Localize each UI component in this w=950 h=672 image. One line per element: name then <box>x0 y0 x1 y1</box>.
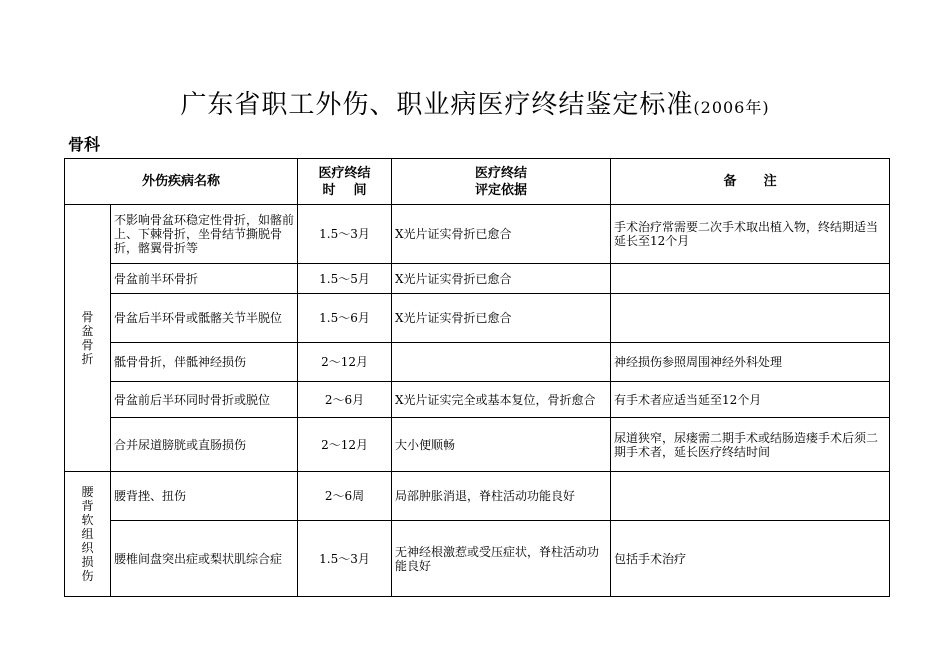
standards-table <box>64 158 890 597</box>
table-row <box>65 382 890 418</box>
row-remark <box>611 294 890 343</box>
header-row <box>65 159 890 205</box>
row-name: 不影响骨盆环稳定性骨折，如髂前上、下棘骨折，坐骨结节撕脱骨折，髂翼骨折等 <box>111 205 298 264</box>
row-time: 1.5～3月 <box>298 521 392 597</box>
row-basis: X光片证实骨折已愈合 <box>392 294 611 343</box>
row-time: 2～12月 <box>298 418 392 472</box>
row-time: 2～6月 <box>298 382 392 418</box>
row-name: 骶骨骨折，伴骶神经损伤 <box>111 343 298 382</box>
row-time: 2～6周 <box>298 472 392 521</box>
group-label-text: 腰背软组织损伤 <box>81 485 94 583</box>
title-year: (2006年) <box>693 98 770 117</box>
header-time-line2: 时 间 <box>322 182 367 198</box>
section-heading: 骨科 <box>68 135 101 154</box>
row-name: 骨盆后半环骨或骶髂关节半脱位 <box>111 294 298 343</box>
header-basis <box>392 159 611 205</box>
row-basis: X光片证实骨折已愈合 <box>392 205 611 264</box>
header-name: 外伤疾病名称 <box>65 159 298 205</box>
row-name: 腰背挫、扭伤 <box>111 472 298 521</box>
row-basis: 无神经根激惹或受压症状，脊柱活动功能良好 <box>392 521 611 597</box>
row-time: 1.5～5月 <box>298 264 392 294</box>
row-time: 2～12月 <box>298 343 392 382</box>
row-name: 腰椎间盘突出症或梨状肌综合症 <box>111 521 298 597</box>
row-basis: 大小便顺畅 <box>392 418 611 472</box>
header-remark: 备 注 <box>611 159 890 205</box>
header-basis-line2: 评定依据 <box>475 182 528 198</box>
header-basis-line1: 医疗终结 <box>475 165 528 181</box>
group-label-pelvic-fracture <box>65 205 111 472</box>
group-label-text: 骨盆骨折 <box>81 310 94 366</box>
row-name: 骨盆前半环骨折 <box>111 264 298 294</box>
title-main: 广东省职工外伤、职业病医疗终结鉴定标准 <box>180 90 694 120</box>
row-basis: 局部肿胀消退，脊柱活动功能良好 <box>392 472 611 521</box>
table-row <box>65 418 890 472</box>
row-name: 合并尿道膀胱或直肠损伤 <box>111 418 298 472</box>
table-row <box>65 294 890 343</box>
row-time: 1.5～6月 <box>298 294 392 343</box>
row-remark: 神经损伤参照周围神经外科处理 <box>611 343 890 382</box>
table-row <box>65 521 890 597</box>
row-remark <box>611 264 890 294</box>
row-remark: 尿道狭窄，尿瘘需二期手术或结肠造瘘手术后须二期手术者，延长医疗终结时间 <box>611 418 890 472</box>
row-time: 1.5～3月 <box>298 205 392 264</box>
group-label-lumbar-soft-tissue <box>65 472 111 597</box>
row-basis: X光片证实完全或基本复位，骨折愈合 <box>392 382 611 418</box>
row-remark <box>611 472 890 521</box>
row-remark: 有手术者应适当延至12个月 <box>611 382 890 418</box>
table-row <box>65 264 890 294</box>
row-basis <box>392 343 611 382</box>
row-remark: 手术治疗常需要二次手术取出植入物，终结期适当延长至12个月 <box>611 205 890 264</box>
document-title <box>0 84 950 121</box>
table-row <box>65 343 890 382</box>
header-time <box>298 159 392 205</box>
header-time-line1: 医疗终结 <box>318 165 371 181</box>
row-basis: X光片证实骨折已愈合 <box>392 264 611 294</box>
row-remark: 包括手术治疗 <box>611 521 890 597</box>
row-name: 骨盆前后半环同时骨折或脱位 <box>111 382 298 418</box>
table-row <box>65 472 890 521</box>
table-row <box>65 205 890 264</box>
